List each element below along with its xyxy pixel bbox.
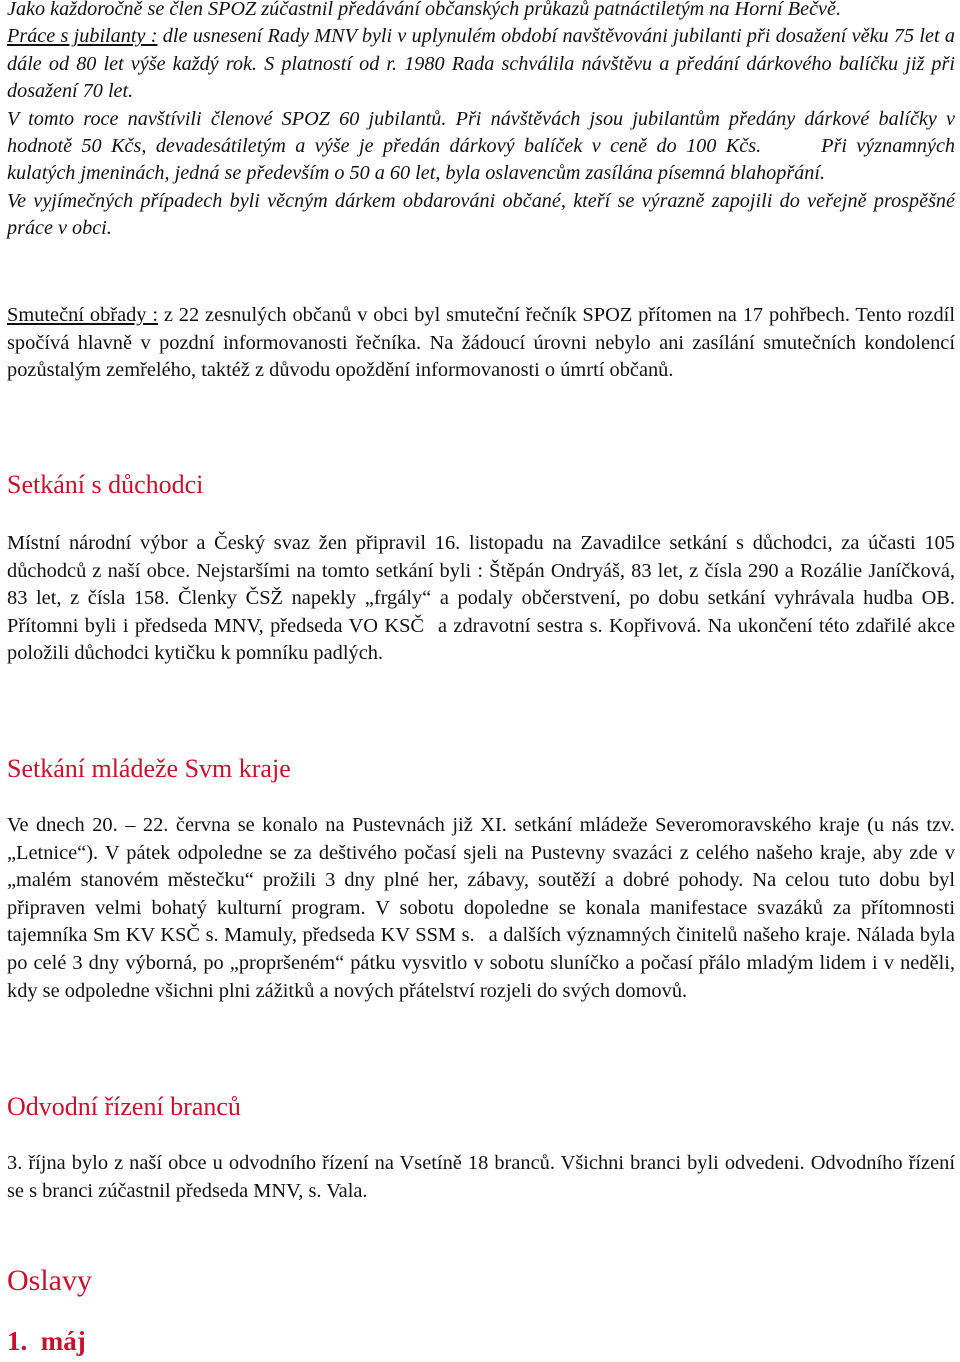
section-title-conscripts: Odvodní řízení branců <box>7 1092 241 1121</box>
youth-paragraph <box>7 812 955 1005</box>
anniversary-text: Při významných kulatých jmeninách, jedná se především o 50 a 60 let, byla oslavencům zasílána písemná blahopřání. <box>7 135 955 185</box>
section-title-youth: Setkání mládeže Svm kraje <box>7 754 291 783</box>
subsection-may-day: 1. máj <box>7 1326 86 1356</box>
pensioners-text-b: a zdravotní sestra s. Kopřivová. Na ukončení této zdařilé akce položili důchodci kytičku k pomníku padlých. <box>7 614 955 665</box>
jubilants-label: Práce s jubilanty : <box>7 25 158 48</box>
section-title-pensioners: Setkání s důchodci <box>7 470 204 499</box>
funeral-text-paragraph <box>7 302 955 385</box>
paragraph-jubilants <box>7 23 955 105</box>
conscripts-paragraph <box>7 1150 955 1205</box>
pensioners-text-paragraph <box>7 530 955 668</box>
paragraph-visits <box>7 106 955 188</box>
conscripts-text-paragraph: 3. října bylo z naší obce u odvodního řízení na Vsetíně 18 branců. Všichni branci byli odvedeni. Odvodního řízení se s branci zúčastnil předseda MNV, s. Vala. <box>7 1152 955 1202</box>
youth-text-paragraph <box>7 812 955 1005</box>
paragraph-id-cards: Jako každoročně se člen SPOZ zúčastnil předávání občanských průkazů patnáctiletým na Horní Bečvě. <box>7 0 842 20</box>
pensioners-paragraph <box>7 530 955 668</box>
youth-text-a: Ve dnech 20. – 22. června se konalo na Pustevnách již XI. setkání mládeže Severomoravského kraje (u nás tzv. „Letnice“). V pátek odpoledne se za deštivého počasí sjeli na Pustevny svazáci z celého našeho kraje, aby zde v „malém stanovém městečku“ prožili 3 dny plné her, zábavy, soutěží a dobré pohody. Na celou tuto dobu byl připraven velmi bohatý kulturní program. V sobotu dopoledne se konala manifestace svazáků za přítomnosti tajemníka Sm KV KSČ s. Mamuly, předseda KV SSM s. <box>7 814 955 947</box>
youth-text-b: a dalších významných činitelů našeho kraje. Nálada byla po celé 3 dny výborná, po „propršeném“ pátku vysvitlo v sobotu sluníčko a počasí přálo mladým lidem i v neděli, kdy se odpoledne všichni plni zážitků a nových přátelství rozjeli do svých domovů. <box>7 924 955 1002</box>
pensioners-text-a: Místní národní výbor a Český svaz žen připravil 16. listopadu na Zavadilce setkání s důchodci, za účasti 105 důchodců z naší obce. Nejstaršími na tomto setkání byli : Štěpán Ondryáš, 83 let, z čísla 290 a Rozálie Janíčková, 83 let, z čísla 158. Členky ČSŽ napekly „frgály“ a podaly občerstvení, po dobu setkání vyhrávala hudba OB. Přítomni byli i předseda MNV, předseda VO KSČ <box>7 532 955 637</box>
jubilants-text: dle usnesení Rady MNV byli v uplynulém období navštěvováni jubilanti při dosažení věku 75 let a dále od 80 let výše každý rok. S platností od r. 1980 Rada schválila návštěvu a předání dárkového balíčku již při dosažení 70 let. <box>7 25 955 103</box>
section-title-celebrations: Oslavy <box>7 1264 92 1297</box>
funeral-paragraph <box>7 302 955 385</box>
visits-text: V tomto roce navštívili členové SPOZ 60 jubilantů. Při návštěvách jsou jubilantům předány dárkové balíčky v hodnotě 50 Kčs, devadesátiletým a výše je předán dárkový balíček v ceně do 100 Kčs. <box>7 107 955 158</box>
funeral-text: z 22 zesnulých občanů v obci byl smuteční řečník SPOZ přítomen na 17 pohřbech. Tento rozdíl spočívá hlavně v pozdní informovanosti řečníka. Na žádoucí úrovni nebylo ani zasílání smutečních kondolencí pozůstalým zemřelého, taktéž z důvodu opoždění informovanosti o úmrtí občanů. <box>7 304 955 382</box>
paragraph-exceptional: Ve vyjímečných případech byli věcným dárkem obdarováni občané, kteří se výrazně zapojili do veřejně prospěšné práce v obci. <box>7 189 955 240</box>
spoz-report-block <box>7 0 955 243</box>
funeral-label: Smuteční obřady : <box>7 304 159 326</box>
